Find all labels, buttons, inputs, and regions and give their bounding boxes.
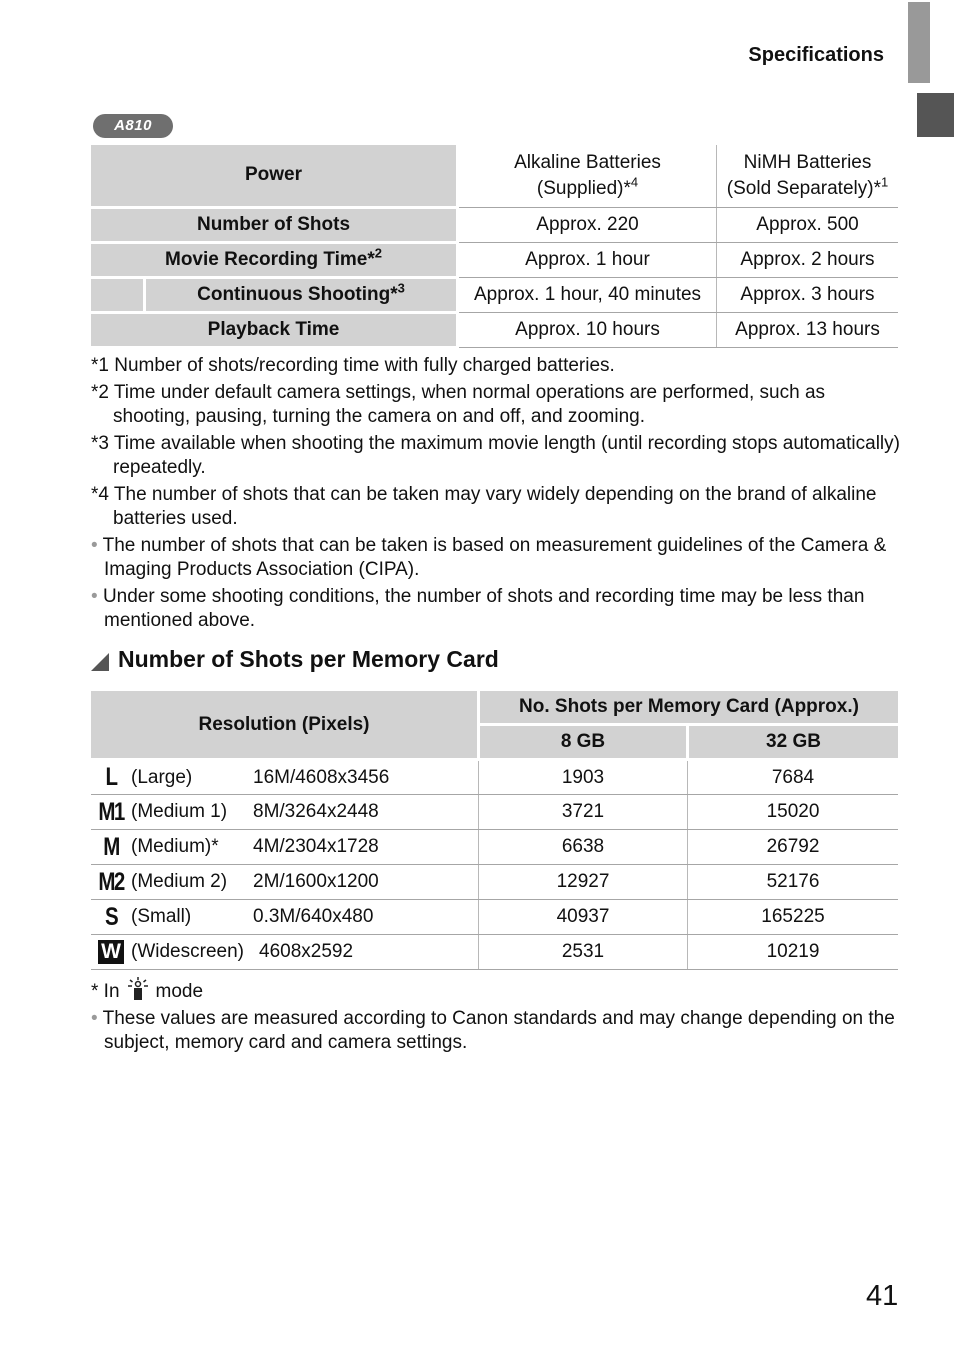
shots-8gb: 1903 [479, 760, 688, 795]
bullet-text: The number of shots that can be taken is based on measurement guidelines of the Camera & Imaging Products Association (CIPA). [102, 535, 887, 580]
footnotes [91, 354, 901, 636]
resolution-pixels: 2M/1600x1200 [253, 871, 379, 892]
resolution-pixels: 16M/4608x3456 [253, 766, 390, 788]
resolution-pixels: 0.3M/640x480 [253, 906, 374, 927]
table-row [91, 760, 898, 795]
shots-32gb: 15020 [688, 795, 899, 830]
bullet-text: These values are measured according to Canon standards and may change depending on the subject, memory card and camera settings. [102, 1008, 895, 1053]
row-label [91, 312, 458, 347]
power-header [91, 145, 458, 207]
shots-8gb: 40937 [479, 900, 688, 935]
section-title: Number of Shots per Memory Card [118, 646, 499, 672]
row-label-text: Movie Recording Time* [165, 248, 375, 270]
light-trail-mode-icon [126, 977, 150, 1001]
battery-life-table [91, 145, 898, 349]
shots-32gb: 165225 [688, 900, 899, 935]
alkaline-line2: (Supplied)* [536, 177, 631, 199]
table-row [91, 277, 898, 312]
row-label-text: Number of Shots [196, 213, 351, 235]
footnote [91, 381, 901, 429]
page-number: 41 [866, 1280, 899, 1312]
resolution-pixels: 8M/3264x2448 [253, 801, 379, 822]
alkaline-value: Approx. 10 hours [458, 312, 717, 347]
footnote-text: Time available when shooting the maximum movie length (until recording stops automatically) repeatedly. [113, 433, 900, 478]
footnote-marker: *4 [91, 484, 109, 505]
small-size-icon: S [104, 902, 118, 931]
resolution-name: (Medium 2) [131, 871, 228, 892]
table-row [91, 865, 898, 900]
resolution-name: (Medium 1) [131, 801, 228, 822]
chapter-tab-light [908, 2, 930, 83]
medium-size-icon: M [103, 832, 119, 861]
row-label-sup: 2 [374, 245, 382, 261]
power-label: Power [244, 164, 303, 186]
row-label-text: Continuous Shooting* [197, 283, 398, 305]
alkaline-header [458, 145, 717, 207]
footnote-marker: *3 [91, 433, 109, 454]
medium1-size-icon: M1 [98, 797, 124, 826]
bullet-note [91, 534, 901, 582]
nimh-value: Approx. 2 hours [717, 242, 899, 277]
nimh-value: Approx. 13 hours [717, 312, 899, 347]
shots-8gb: 3721 [479, 795, 688, 830]
table-row [91, 312, 898, 347]
nimh-line2: (Sold Separately)* [726, 177, 881, 199]
mode-note-suffix: mode [155, 981, 204, 1002]
bullet-dot-icon: • [91, 586, 98, 607]
footnote [91, 483, 901, 531]
nimh-sup: 1 [880, 174, 889, 190]
alkaline-line1: Alkaline Batteries [514, 151, 661, 173]
shots-8gb: 2531 [479, 935, 688, 970]
resolution-cell [91, 830, 479, 865]
resolution-name: (Medium)* [131, 836, 219, 857]
col-32gb-header: 32 GB [688, 725, 899, 760]
nimh-value: Approx. 500 [717, 207, 899, 242]
indent-cell [91, 277, 145, 312]
nimh-header [717, 145, 899, 207]
section-heading [91, 646, 499, 673]
table-row [91, 900, 898, 935]
medium2-size-icon: M2 [98, 867, 124, 896]
footnote [91, 354, 901, 378]
mode-note-prefix: * In [91, 981, 120, 1002]
bullet-note [91, 1007, 901, 1055]
table-row [91, 795, 898, 830]
table-row [91, 935, 898, 970]
resolution-cell [91, 900, 479, 935]
bullet-dot-icon: • [91, 535, 98, 556]
row-label [91, 207, 458, 242]
nimh-line1: NiMH Batteries [743, 151, 872, 173]
resolution-cell [91, 795, 479, 830]
row-label-sup: 3 [397, 280, 405, 296]
footnote-marker: *2 [91, 382, 109, 403]
resolution-cell [91, 760, 479, 795]
table-row [91, 830, 898, 865]
resolution-cell [91, 865, 479, 900]
footnote-text: Number of shots/recording time with fully charged batteries. [114, 355, 615, 376]
footnote-text: The number of shots that can be taken may vary widely depending on the brand of alkaline batteries used. [113, 484, 877, 529]
card-notes [91, 977, 901, 1058]
row-label [91, 242, 458, 277]
resolution-pixels: 4M/2304x1728 [253, 836, 379, 857]
alkaline-sup: 4 [630, 174, 639, 190]
shots-8gb: 12927 [479, 865, 688, 900]
shots-32gb: 52176 [688, 865, 899, 900]
shots-8gb: 6638 [479, 830, 688, 865]
nimh-value: Approx. 3 hours [717, 277, 899, 312]
header-title: Specifications [748, 44, 884, 66]
table-row [91, 242, 898, 277]
shots-32gb: 10219 [688, 935, 899, 970]
bullet-note [91, 585, 901, 633]
bullet-dot-icon: • [91, 1008, 98, 1029]
shots-header: No. Shots per Memory Card (Approx.) [479, 690, 899, 725]
alkaline-value: Approx. 1 hour [458, 242, 717, 277]
resolution-header: Resolution (Pixels) [91, 690, 479, 760]
bullet-text: Under some shooting conditions, the number of shots and recording time may be less than mentioned above. [102, 586, 865, 631]
alkaline-value: Approx. 220 [458, 207, 717, 242]
chapter-tab-dark [917, 93, 954, 137]
widescreen-size-icon: W [98, 940, 124, 964]
resolution-name: (Large) [131, 766, 193, 788]
col-8gb-header: 8 GB [479, 725, 688, 760]
table-row [91, 207, 898, 242]
model-badge: A810 [93, 114, 173, 138]
alkaline-value: Approx. 1 hour, 40 minutes [458, 277, 717, 312]
shots-per-card-table [91, 688, 898, 970]
row-label-text: Playback Time [207, 318, 340, 340]
shots-32gb: 26792 [688, 830, 899, 865]
resolution-cell [91, 935, 479, 970]
footnote-marker: *1 [91, 355, 109, 376]
shots-32gb: 7684 [688, 760, 899, 795]
footnote [91, 432, 901, 480]
large-size-icon: L [105, 763, 117, 791]
footnote-text: Time under default camera settings, when normal operations are performed, such as shooting, pausing, turning the camera on and off, and zooming. [113, 382, 826, 427]
mode-note [91, 977, 901, 1004]
section-triangle-icon [91, 653, 109, 671]
row-label [145, 277, 458, 312]
resolution-pixels: 4608x2592 [259, 941, 354, 962]
resolution-name: (Small) [131, 906, 192, 927]
resolution-name: (Widescreen) [131, 941, 244, 962]
